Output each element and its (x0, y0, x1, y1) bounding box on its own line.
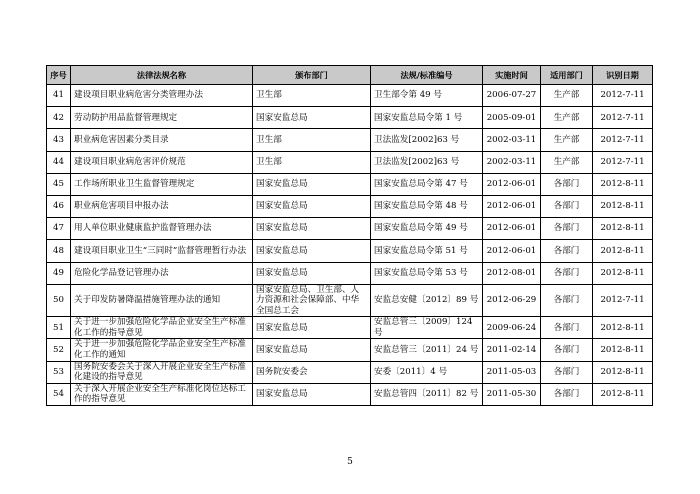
table-header-row (47, 66, 653, 85)
cell-regulation-name: 关于进一步加强危险化学品企业安全生产标准化工作的通知 (71, 339, 253, 361)
cell-issuing-authority: 卫生部 (253, 151, 371, 173)
cell-identification-date: 2012-7-11 (593, 107, 653, 129)
cell-regulation-name: 危险化学品登记管理办法 (71, 262, 253, 284)
cell-applicable-department: 各部门 (541, 218, 593, 240)
cell-effective-date: 2005-09-01 (483, 107, 541, 129)
page-number: 5 (347, 457, 353, 467)
cell-identification-date: 2012-8-11 (593, 317, 653, 339)
table-row (47, 361, 653, 383)
cell-document-number: 安监总管三〔2011〕24 号 (371, 339, 483, 361)
table-row (47, 339, 653, 361)
cell-applicable-department: 生产部 (541, 85, 593, 107)
cell-regulation-name: 关于进一步加强危险化学品企业安全生产标准化工作的指导意见 (71, 317, 253, 339)
header-applicable-department: 适用部门 (541, 66, 593, 85)
cell-index: 43 (47, 129, 71, 151)
header-effective-date: 实施时间 (483, 66, 541, 85)
cell-applicable-department: 各部门 (541, 173, 593, 195)
cell-applicable-department: 各部门 (541, 240, 593, 262)
cell-applicable-department: 各部门 (541, 195, 593, 217)
cell-effective-date: 2011-05-30 (483, 383, 541, 405)
cell-identification-date: 2012-7-11 (593, 151, 653, 173)
header-identification-date: 识别日期 (593, 66, 653, 85)
cell-issuing-authority: 国家安监总局 (253, 173, 371, 195)
table-row (47, 107, 653, 129)
cell-index: 44 (47, 151, 71, 173)
cell-effective-date: 2009-06-24 (483, 317, 541, 339)
cell-identification-date: 2012-7-11 (593, 85, 653, 107)
cell-document-number: 卫生部令第 49 号 (371, 85, 483, 107)
cell-identification-date: 2012-8-11 (593, 218, 653, 240)
header-document-number: 法规/标准编号 (371, 66, 483, 85)
cell-index: 52 (47, 339, 71, 361)
cell-identification-date: 2012-8-11 (593, 339, 653, 361)
cell-document-number: 国家安监总局令第 51 号 (371, 240, 483, 262)
cell-identification-date: 2012-8-11 (593, 361, 653, 383)
cell-effective-date: 2012-06-01 (483, 218, 541, 240)
cell-issuing-authority: 国家安监总局 (253, 339, 371, 361)
cell-effective-date: 2011-02-14 (483, 339, 541, 361)
cell-identification-date: 2012-8-11 (593, 240, 653, 262)
cell-issuing-authority: 卫生部 (253, 129, 371, 151)
cell-index: 46 (47, 195, 71, 217)
cell-issuing-authority: 国家安监总局 (253, 218, 371, 240)
cell-index: 53 (47, 361, 71, 383)
cell-regulation-name: 用人单位职业健康监护监督管理办法 (71, 218, 253, 240)
cell-issuing-authority: 国家安监总局 (253, 317, 371, 339)
cell-applicable-department: 各部门 (541, 317, 593, 339)
cell-applicable-department: 生产部 (541, 129, 593, 151)
cell-index: 42 (47, 107, 71, 129)
table-row (47, 85, 653, 107)
cell-regulation-name: 关于印发防暑降温措施管理办法的通知 (71, 284, 253, 317)
table-row (47, 262, 653, 284)
cell-effective-date: 2002-03-11 (483, 129, 541, 151)
cell-applicable-department: 生产部 (541, 107, 593, 129)
cell-regulation-name: 劳动防护用品监督管理规定 (71, 107, 253, 129)
cell-effective-date: 2012-08-01 (483, 262, 541, 284)
cell-identification-date: 2012-8-11 (593, 173, 653, 195)
cell-regulation-name: 职业病危害因素分类目录 (71, 129, 253, 151)
table-row (47, 129, 653, 151)
cell-issuing-authority: 国家安监总局、卫生部、人力资源和社会保障部、中华全国总工会 (253, 284, 371, 317)
table-row (47, 317, 653, 339)
cell-regulation-name: 建设项目职业病危害评价规范 (71, 151, 253, 173)
cell-document-number: 安监总管四〔2011〕82 号 (371, 383, 483, 405)
cell-applicable-department: 各部门 (541, 262, 593, 284)
cell-document-number: 国家安监总局令第 53 号 (371, 262, 483, 284)
cell-document-number: 卫法监发[2002]63 号 (371, 129, 483, 151)
cell-index: 51 (47, 317, 71, 339)
cell-applicable-department: 生产部 (541, 151, 593, 173)
regulations-table (46, 65, 653, 406)
cell-applicable-department: 各部门 (541, 339, 593, 361)
cell-identification-date: 2012-8-11 (593, 262, 653, 284)
cell-effective-date: 2006-07-27 (483, 85, 541, 107)
table-row (47, 383, 653, 405)
cell-effective-date: 2012-06-01 (483, 195, 541, 217)
cell-index: 45 (47, 173, 71, 195)
header-index: 序号 (47, 66, 71, 85)
cell-regulation-name: 关于深入开展企业安全生产标准化岗位达标工作的指导意见 (71, 383, 253, 405)
cell-effective-date: 2012-06-01 (483, 173, 541, 195)
cell-index: 54 (47, 383, 71, 405)
cell-document-number: 国家安监总局令第 48 号 (371, 195, 483, 217)
cell-index: 48 (47, 240, 71, 262)
cell-issuing-authority: 国家安监总局 (253, 383, 371, 405)
cell-document-number: 国家安监总局令第 49 号 (371, 218, 483, 240)
cell-identification-date: 2012-7-11 (593, 284, 653, 317)
cell-effective-date: 2012-06-29 (483, 284, 541, 317)
cell-issuing-authority: 国务院安委会 (253, 361, 371, 383)
header-issuing-authority: 颁布部门 (253, 66, 371, 85)
cell-applicable-department: 各部门 (541, 361, 593, 383)
cell-applicable-department: 各部门 (541, 284, 593, 317)
cell-issuing-authority: 国家安监总局 (253, 107, 371, 129)
cell-issuing-authority: 国家安监总局 (253, 240, 371, 262)
cell-index: 41 (47, 85, 71, 107)
table-body (47, 85, 653, 406)
cell-issuing-authority: 国家安监总局 (253, 262, 371, 284)
table-row (47, 240, 653, 262)
cell-document-number: 安委〔2011〕4 号 (371, 361, 483, 383)
cell-document-number: 国家安监总局令第 47 号 (371, 173, 483, 195)
cell-regulation-name: 国务院安委会关于深入开展企业安全生产标准化建设的指导意见 (71, 361, 253, 383)
table-row (47, 218, 653, 240)
cell-document-number: 卫法监发[2002]63 号 (371, 151, 483, 173)
cell-regulation-name: 工作场所职业卫生监督管理规定 (71, 173, 253, 195)
table-row (47, 284, 653, 317)
cell-identification-date: 2012-8-11 (593, 195, 653, 217)
header-regulation-name: 法律法规名称 (71, 66, 253, 85)
table-row (47, 173, 653, 195)
cell-regulation-name: 建设项目职业卫生“三同时”监督管理暂行办法 (71, 240, 253, 262)
cell-index: 50 (47, 284, 71, 317)
cell-index: 47 (47, 218, 71, 240)
table-row (47, 195, 653, 217)
cell-index: 49 (47, 262, 71, 284)
cell-issuing-authority: 国家安监总局 (253, 195, 371, 217)
cell-regulation-name: 建设项目职业病危害分类管理办法 (71, 85, 253, 107)
cell-identification-date: 2012-8-11 (593, 383, 653, 405)
cell-applicable-department: 各部门 (541, 383, 593, 405)
cell-regulation-name: 职业病危害项目申报办法 (71, 195, 253, 217)
cell-effective-date: 2002-03-11 (483, 151, 541, 173)
table-row (47, 151, 653, 173)
cell-document-number: 安监总管三〔2009〕124 号 (371, 317, 483, 339)
cell-document-number: 安监总安健〔2012〕89 号 (371, 284, 483, 317)
cell-document-number: 国家安监总局令第 1 号 (371, 107, 483, 129)
cell-effective-date: 2012-06-01 (483, 240, 541, 262)
cell-identification-date: 2012-7-11 (593, 129, 653, 151)
cell-issuing-authority: 卫生部 (253, 85, 371, 107)
cell-effective-date: 2011-05-03 (483, 361, 541, 383)
